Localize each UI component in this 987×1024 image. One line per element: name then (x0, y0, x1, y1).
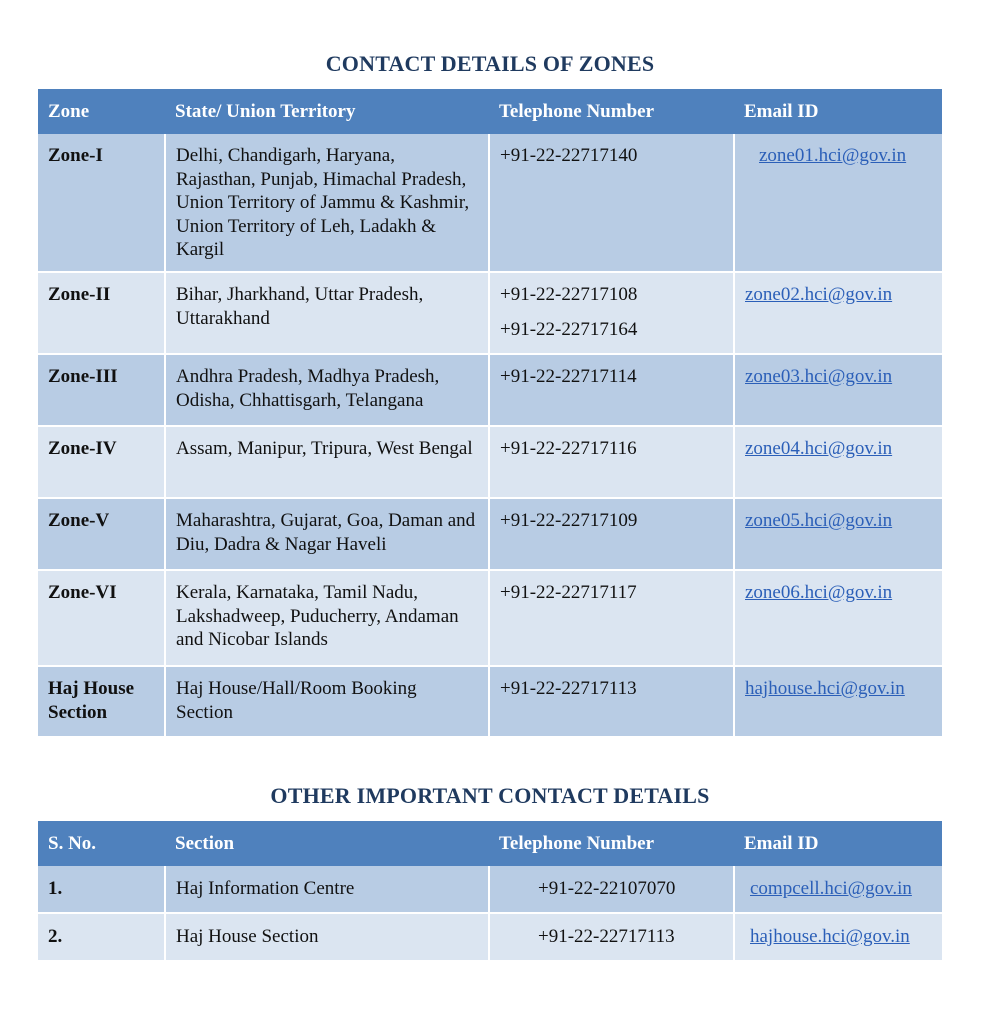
header-state: State/ Union Territory (165, 89, 489, 134)
table-row (38, 272, 942, 354)
zones-table (38, 89, 942, 736)
other-header-row (38, 821, 942, 866)
zone-email-cell (734, 666, 942, 736)
zone-name: Zone-V (38, 498, 165, 570)
zones-header-row (38, 89, 942, 134)
header-zone: Zone (38, 89, 165, 134)
table-row (38, 666, 942, 736)
email-link[interactable]: hajhouse.hci@gov.in (745, 678, 905, 699)
email-link[interactable]: compcell.hci@gov.in (750, 878, 912, 899)
email-link[interactable]: hajhouse.hci@gov.in (750, 926, 910, 947)
other-contacts-title: OTHER IMPORTANT CONTACT DETAILS (270, 783, 710, 808)
phone-number: +91-22-22717164 (500, 318, 638, 340)
zone-states: Andhra Pradesh, Madhya Pradesh, Odisha, Chhattisgarh, Telangana (165, 354, 489, 426)
email-link[interactable]: zone02.hci@gov.in (745, 284, 893, 305)
zone-name: Zone-IV (38, 426, 165, 498)
zone-states: Haj House/Hall/Room Booking Section (165, 666, 489, 736)
email-link[interactable]: zone04.hci@gov.in (745, 438, 893, 459)
email-link[interactable]: zone05.hci@gov.in (745, 510, 893, 531)
section-name: Haj Information Centre (165, 866, 489, 913)
table-row (38, 866, 942, 913)
phone-number: +91-22-22717113 (500, 678, 637, 699)
email-link[interactable]: zone06.hci@gov.in (745, 582, 893, 603)
email-link[interactable]: zone01.hci@gov.in (759, 145, 907, 166)
zone-phone (489, 272, 734, 354)
zone-name: Zone-II (38, 272, 165, 354)
email-cell (734, 866, 942, 913)
phone-number: +91-22-22717117 (500, 582, 637, 603)
table-row (38, 426, 942, 498)
zone-email-cell (734, 570, 942, 666)
zone-phone (489, 354, 734, 426)
header-email: Email ID (734, 89, 942, 134)
zones-title: CONTACT DETAILS OF ZONES (325, 51, 655, 76)
header-section: Section (165, 821, 489, 866)
zone-phone (489, 666, 734, 736)
phone-number: +91-22-22107070 (489, 866, 734, 913)
zone-name: Zone-I (38, 134, 165, 272)
zone-name: Haj House Section (38, 666, 165, 736)
zone-name: Zone-VI (38, 570, 165, 666)
phone-number: +91-22-22717114 (500, 366, 637, 387)
zone-email-cell (734, 498, 942, 570)
zone-phone (489, 426, 734, 498)
zone-phone (489, 134, 734, 272)
zone-states: Bihar, Jharkhand, Uttar Pradesh, Uttarakhand (165, 272, 489, 354)
zone-states: Delhi, Chandigarh, Haryana, Rajasthan, Punjab, Himachal Pradesh, Union Territory of Jammu & Kashmir, Union Territory of Leh, Ladakh & Kargil (165, 134, 489, 272)
email-cell (734, 913, 942, 960)
table-row (38, 134, 942, 272)
header-telephone: Telephone Number (489, 821, 734, 866)
zone-name: Zone-III (38, 354, 165, 426)
serial-number: 1. (38, 866, 165, 913)
section-name: Haj House Section (165, 913, 489, 960)
zone-states: Assam, Manipur, Tripura, West Bengal (165, 426, 489, 498)
zone-states: Maharashtra, Gujarat, Goa, Daman and Diu, Dadra & Nagar Haveli (165, 498, 489, 570)
zone-phone (489, 570, 734, 666)
zone-email-cell (734, 426, 942, 498)
phone-number: +91-22-22717140 (500, 145, 638, 166)
zone-email-cell (734, 354, 942, 426)
email-link[interactable]: zone03.hci@gov.in (745, 366, 893, 387)
phone-number: +91-22-22717113 (489, 913, 734, 960)
table-row (38, 570, 942, 666)
zone-phone (489, 498, 734, 570)
phone-number: +91-22-22717109 (500, 510, 638, 531)
header-sno: S. No. (38, 821, 165, 866)
header-email: Email ID (734, 821, 942, 866)
serial-number: 2. (38, 913, 165, 960)
phone-number: +91-22-22717108 (500, 284, 638, 305)
phone-number: +91-22-22717116 (500, 438, 637, 459)
other-contacts-table (38, 821, 942, 960)
table-row (38, 498, 942, 570)
zone-states: Kerala, Karnataka, Tamil Nadu, Lakshadweep, Puducherry, Andaman and Nicobar Islands (165, 570, 489, 666)
table-row (38, 354, 942, 426)
header-telephone: Telephone Number (489, 89, 734, 134)
table-row (38, 913, 942, 960)
zone-email-cell (734, 272, 942, 354)
zone-email-cell (734, 134, 942, 272)
